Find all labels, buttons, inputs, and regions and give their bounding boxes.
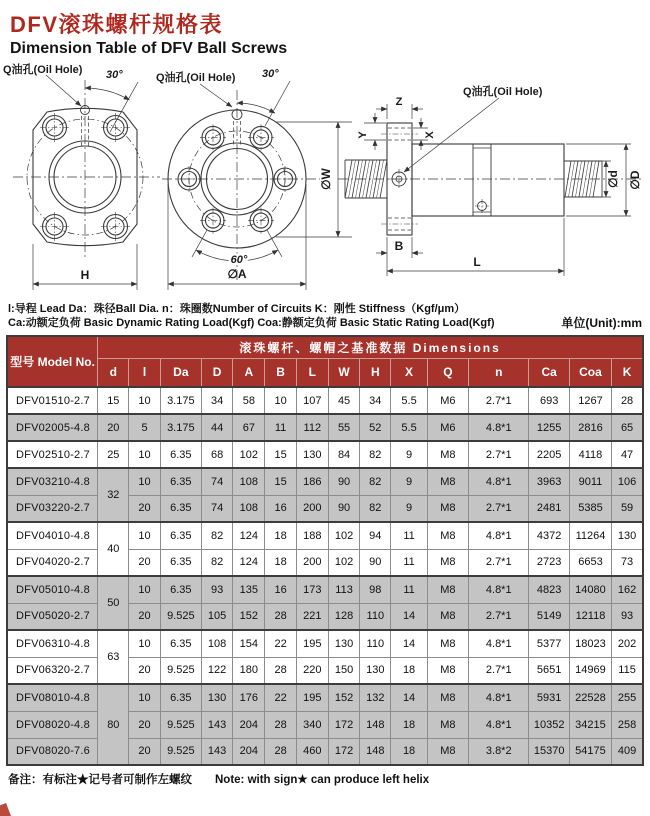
spec-row-DFV02510-2.7 [7, 441, 643, 468]
model-cell: DFV08010-4.8 [7, 684, 98, 711]
L-cell: 188 [296, 522, 328, 549]
n-cell: 4.8*1 [469, 414, 529, 441]
H-cell: 82 [360, 468, 391, 495]
Coa-cell: 54175 [569, 738, 611, 765]
Coa-cell: 4118 [569, 441, 611, 468]
Q-cell: M8 [427, 657, 468, 684]
A-cell: 135 [233, 576, 265, 603]
K-cell: 65 [612, 414, 643, 441]
model-cell: DFV02510-2.7 [7, 441, 98, 468]
X-cell: 11 [391, 549, 427, 576]
column-header-n: n [469, 358, 529, 387]
X-cell: 5.5 [391, 414, 427, 441]
dim-d-small-label: ∅d [606, 170, 620, 188]
model-cell: DFV01510-2.7 [7, 387, 98, 414]
B-cell: 22 [265, 684, 296, 711]
Q-cell: M6 [427, 414, 468, 441]
n-cell: 2.7*1 [469, 495, 529, 522]
Ca-cell: 2481 [529, 495, 569, 522]
dim-a-label: ∅A [227, 267, 247, 281]
page-header [0, 0, 650, 58]
Q-cell: M8 [427, 495, 468, 522]
dimension-table [6, 335, 644, 766]
n-cell: 2.7*1 [469, 441, 529, 468]
corner-decoration [0, 803, 11, 816]
X-cell: 14 [391, 630, 427, 657]
l-cell: 10 [129, 468, 160, 495]
Q-cell: M8 [427, 603, 468, 630]
A-cell: 67 [233, 414, 265, 441]
spec-row-DFV05010-4.8 [7, 576, 643, 603]
dimensions-group-header: 滚珠螺杆、螺帽之基准数据 Dimensions [98, 336, 643, 358]
W-cell: 102 [328, 522, 359, 549]
oil-hole-label-side: Q油孔(Oil Hole) [463, 86, 543, 98]
H-cell: 98 [360, 576, 391, 603]
B-cell: 15 [265, 441, 296, 468]
Q-cell: M8 [427, 522, 468, 549]
Q-cell: M8 [427, 468, 468, 495]
Ca-cell: 5149 [529, 603, 569, 630]
dim-d-big-label: ∅D [628, 170, 642, 190]
Da-cell: 6.35 [160, 441, 201, 468]
Q-cell: M8 [427, 441, 468, 468]
legend-line1: l:导程 Lead Da：珠径Ball Dia. n：珠圈数Number of Circuits K：刚性 Stiffness（Kgf/μm） [8, 303, 466, 315]
X-cell: 18 [391, 657, 427, 684]
W-cell: 102 [328, 549, 359, 576]
l-cell: 10 [129, 387, 160, 414]
H-cell: 82 [360, 495, 391, 522]
column-header-D: D [201, 358, 232, 387]
X-cell: 9 [391, 495, 427, 522]
l-cell: 10 [129, 684, 160, 711]
table-head [7, 336, 643, 387]
dim-w-label: ∅W [319, 168, 333, 190]
Da-cell: 6.35 [160, 576, 201, 603]
W-cell: 90 [328, 495, 359, 522]
n-cell: 2.7*1 [469, 603, 529, 630]
Coa-cell: 14080 [569, 576, 611, 603]
Coa-cell: 18023 [569, 630, 611, 657]
legend [0, 300, 650, 330]
Ca-cell: 5377 [529, 630, 569, 657]
K-cell: 255 [612, 684, 643, 711]
Coa-cell: 34215 [569, 711, 611, 738]
K-cell: 130 [612, 522, 643, 549]
page-title-en: Dimension Table of DFV Ball Screws [10, 40, 288, 57]
angle-30-label-middle: 30° [262, 68, 279, 80]
K-cell: 28 [612, 387, 643, 414]
W-cell: 90 [328, 468, 359, 495]
n-cell: 4.8*1 [469, 468, 529, 495]
dim-l-label: L [473, 255, 481, 269]
Ca-cell: 3963 [529, 468, 569, 495]
L-cell: 186 [296, 468, 328, 495]
model-cell: DFV08020-4.8 [7, 711, 98, 738]
l-cell: 5 [129, 414, 160, 441]
Coa-cell: 9011 [569, 468, 611, 495]
Coa-cell: 6653 [569, 549, 611, 576]
D-cell: 143 [201, 711, 232, 738]
l-cell: 10 [129, 576, 160, 603]
column-header-l: l [129, 358, 160, 387]
angle-30-label-left: 30° [106, 69, 123, 81]
Coa-cell: 2816 [569, 414, 611, 441]
oil-hole-label-middle: Q油孔(Oil Hole) [156, 72, 236, 84]
W-cell: 172 [328, 711, 359, 738]
K-cell: 106 [612, 468, 643, 495]
model-cell: DFV03220-2.7 [7, 495, 98, 522]
Da-cell: 9.525 [160, 738, 201, 765]
d-cell: 20 [98, 414, 129, 441]
Da-cell: 6.35 [160, 495, 201, 522]
l-cell: 20 [129, 738, 160, 765]
model-cell: DFV02005-4.8 [7, 414, 98, 441]
H-cell: 132 [360, 684, 391, 711]
H-cell: 34 [360, 387, 391, 414]
l-cell: 20 [129, 549, 160, 576]
H-cell: 94 [360, 522, 391, 549]
spec-row-DFV06310-4.8 [7, 630, 643, 657]
Da-cell: 6.35 [160, 522, 201, 549]
column-header-A: A [233, 358, 265, 387]
L-cell: 195 [296, 684, 328, 711]
A-cell: 152 [233, 603, 265, 630]
K-cell: 409 [612, 738, 643, 765]
L-cell: 200 [296, 549, 328, 576]
B-cell: 16 [265, 576, 296, 603]
H-cell: 148 [360, 711, 391, 738]
A-cell: 124 [233, 549, 265, 576]
Coa-cell: 5385 [569, 495, 611, 522]
B-cell: 15 [265, 468, 296, 495]
column-header-B: B [265, 358, 296, 387]
n-cell: 2.7*1 [469, 657, 529, 684]
ball-screw-drawing [0, 60, 650, 300]
D-cell: 82 [201, 549, 232, 576]
column-header-K: K [612, 358, 643, 387]
B-cell: 28 [265, 738, 296, 765]
n-cell: 2.7*1 [469, 387, 529, 414]
K-cell: 73 [612, 549, 643, 576]
X-cell: 11 [391, 576, 427, 603]
K-cell: 202 [612, 630, 643, 657]
n-cell: 4.8*1 [469, 630, 529, 657]
Q-cell: M8 [427, 549, 468, 576]
Ca-cell: 693 [529, 387, 569, 414]
X-cell: 11 [391, 522, 427, 549]
model-cell: DFV06320-2.7 [7, 657, 98, 684]
dim-x-label: X [424, 131, 436, 139]
D-cell: 93 [201, 576, 232, 603]
D-cell: 34 [201, 387, 232, 414]
D-cell: 44 [201, 414, 232, 441]
column-header-Q: Q [427, 358, 468, 387]
H-cell: 110 [360, 630, 391, 657]
Q-cell: M8 [427, 684, 468, 711]
D-cell: 82 [201, 522, 232, 549]
model-cell: DFV04010-4.8 [7, 522, 98, 549]
l-cell: 20 [129, 711, 160, 738]
K-cell: 115 [612, 657, 643, 684]
d-cell: 25 [98, 441, 129, 468]
H-cell: 148 [360, 738, 391, 765]
l-cell: 20 [129, 495, 160, 522]
Q-cell: M6 [427, 387, 468, 414]
Q-cell: M8 [427, 576, 468, 603]
X-cell: 9 [391, 468, 427, 495]
A-cell: 180 [233, 657, 265, 684]
L-cell: 220 [296, 657, 328, 684]
B-cell: 16 [265, 495, 296, 522]
Ca-cell: 5931 [529, 684, 569, 711]
Da-cell: 9.525 [160, 657, 201, 684]
technical-drawings [0, 60, 650, 300]
H-cell: 130 [360, 657, 391, 684]
column-header-W: W [328, 358, 359, 387]
spec-row-DFV04010-4.8 [7, 522, 643, 549]
n-cell: 4.8*1 [469, 711, 529, 738]
Da-cell: 3.175 [160, 414, 201, 441]
K-cell: 162 [612, 576, 643, 603]
B-cell: 22 [265, 630, 296, 657]
W-cell: 128 [328, 603, 359, 630]
L-cell: 221 [296, 603, 328, 630]
Coa-cell: 1267 [569, 387, 611, 414]
d-cell: 32 [98, 468, 129, 522]
K-cell: 93 [612, 603, 643, 630]
X-cell: 9 [391, 441, 427, 468]
D-cell: 143 [201, 738, 232, 765]
d-cell: 63 [98, 630, 129, 684]
Q-cell: M8 [427, 630, 468, 657]
d-cell: 80 [98, 684, 129, 765]
column-header-X: X [391, 358, 427, 387]
n-cell: 4.8*1 [469, 576, 529, 603]
n-cell: 3.8*2 [469, 738, 529, 765]
D-cell: 122 [201, 657, 232, 684]
L-cell: 340 [296, 711, 328, 738]
D-cell: 74 [201, 468, 232, 495]
spec-row-DFV02005-4.8 [7, 414, 643, 441]
side-view-ball-screw [338, 98, 642, 276]
D-cell: 108 [201, 630, 232, 657]
A-cell: 108 [233, 495, 265, 522]
Ca-cell: 1255 [529, 414, 569, 441]
n-cell: 4.8*1 [469, 522, 529, 549]
column-header-Ca: Ca [529, 358, 569, 387]
B-cell: 28 [265, 657, 296, 684]
page-title-zh: DFV滚珠螺杆规格表 [10, 12, 224, 37]
Da-cell: 6.35 [160, 630, 201, 657]
column-header-Coa: Coa [569, 358, 611, 387]
K-cell: 258 [612, 711, 643, 738]
A-cell: 102 [233, 441, 265, 468]
Da-cell: 9.525 [160, 711, 201, 738]
X-cell: 18 [391, 711, 427, 738]
W-cell: 130 [328, 630, 359, 657]
A-cell: 204 [233, 711, 265, 738]
W-cell: 84 [328, 441, 359, 468]
D-cell: 68 [201, 441, 232, 468]
unit-label: 单位(Unit):mm [561, 316, 642, 330]
Coa-cell: 14969 [569, 657, 611, 684]
D-cell: 105 [201, 603, 232, 630]
model-cell: DFV04020-2.7 [7, 549, 98, 576]
dim-b-label: B [394, 239, 404, 253]
X-cell: 14 [391, 684, 427, 711]
A-cell: 176 [233, 684, 265, 711]
front-view-flat-flange [13, 75, 160, 290]
Da-cell: 9.525 [160, 603, 201, 630]
Ca-cell: 10352 [529, 711, 569, 738]
B-cell: 10 [265, 387, 296, 414]
Ca-cell: 5651 [529, 657, 569, 684]
H-cell: 52 [360, 414, 391, 441]
Q-cell: M8 [427, 711, 468, 738]
l-cell: 10 [129, 630, 160, 657]
B-cell: 11 [265, 414, 296, 441]
Q-cell: M8 [427, 738, 468, 765]
W-cell: 172 [328, 738, 359, 765]
Ca-cell: 2723 [529, 549, 569, 576]
Coa-cell: 11264 [569, 522, 611, 549]
W-cell: 152 [328, 684, 359, 711]
L-cell: 195 [296, 630, 328, 657]
spec-row-DFV08010-4.8 [7, 684, 643, 711]
L-cell: 200 [296, 495, 328, 522]
B-cell: 18 [265, 522, 296, 549]
W-cell: 45 [328, 387, 359, 414]
Da-cell: 3.175 [160, 387, 201, 414]
l-cell: 10 [129, 441, 160, 468]
model-cell: DFV05020-2.7 [7, 603, 98, 630]
d-cell: 40 [98, 522, 129, 576]
footnote: 备注：有标注★记号者可制作左螺纹 Note: with sign★ can produce left helix [8, 774, 430, 786]
X-cell: 18 [391, 738, 427, 765]
model-cell: DFV06310-4.8 [7, 630, 98, 657]
model-cell: DFV03210-4.8 [7, 468, 98, 495]
L-cell: 107 [296, 387, 328, 414]
A-cell: 204 [233, 738, 265, 765]
column-header-d: d [98, 358, 129, 387]
model-cell: DFV08020-7.6 [7, 738, 98, 765]
H-cell: 90 [360, 549, 391, 576]
table-body [7, 387, 643, 765]
model-cell: DFV05010-4.8 [7, 576, 98, 603]
d-cell: 15 [98, 387, 129, 414]
Coa-cell: 12118 [569, 603, 611, 630]
n-cell: 4.8*1 [469, 684, 529, 711]
X-cell: 5.5 [391, 387, 427, 414]
H-cell: 110 [360, 603, 391, 630]
L-cell: 460 [296, 738, 328, 765]
column-header-Da: Da [160, 358, 201, 387]
L-cell: 130 [296, 441, 328, 468]
Da-cell: 6.35 [160, 468, 201, 495]
column-letters-row [7, 358, 643, 387]
B-cell: 28 [265, 711, 296, 738]
B-cell: 28 [265, 603, 296, 630]
K-cell: 59 [612, 495, 643, 522]
W-cell: 55 [328, 414, 359, 441]
angle-60-label: 60° [230, 254, 248, 266]
oil-hole-label-left: Q油孔(Oil Hole) [3, 64, 83, 76]
legend-line2: Ca:动额定负荷 Basic Dynamic Rating Load(Kgf) Coa:静额定负荷 Basic Static Rating Load(Kgf) [8, 317, 495, 329]
model-no-header: 型号 Model No. [7, 336, 98, 387]
Ca-cell: 4823 [529, 576, 569, 603]
l-cell: 10 [129, 522, 160, 549]
dimensions-header-row [7, 336, 643, 358]
n-cell: 2.7*1 [469, 549, 529, 576]
L-cell: 173 [296, 576, 328, 603]
A-cell: 58 [233, 387, 265, 414]
column-header-H: H [360, 358, 391, 387]
B-cell: 18 [265, 549, 296, 576]
dim-z-label: Z [395, 96, 403, 108]
K-cell: 47 [612, 441, 643, 468]
L-cell: 112 [296, 414, 328, 441]
column-header-L: L [296, 358, 328, 387]
W-cell: 113 [328, 576, 359, 603]
D-cell: 130 [201, 684, 232, 711]
A-cell: 108 [233, 468, 265, 495]
l-cell: 20 [129, 603, 160, 630]
D-cell: 74 [201, 495, 232, 522]
Ca-cell: 15370 [529, 738, 569, 765]
Coa-cell: 22528 [569, 684, 611, 711]
spec-row-DFV01510-2.7 [7, 387, 643, 414]
Ca-cell: 4372 [529, 522, 569, 549]
A-cell: 124 [233, 522, 265, 549]
d-cell: 50 [98, 576, 129, 630]
H-cell: 82 [360, 441, 391, 468]
W-cell: 150 [328, 657, 359, 684]
spec-row-DFV03210-4.8 [7, 468, 643, 495]
A-cell: 154 [233, 630, 265, 657]
Da-cell: 6.35 [160, 684, 201, 711]
l-cell: 20 [129, 657, 160, 684]
X-cell: 14 [391, 603, 427, 630]
dim-h-label: H [80, 268, 90, 282]
Ca-cell: 2205 [529, 441, 569, 468]
Da-cell: 6.35 [160, 549, 201, 576]
dim-y-label: Y [357, 131, 369, 139]
